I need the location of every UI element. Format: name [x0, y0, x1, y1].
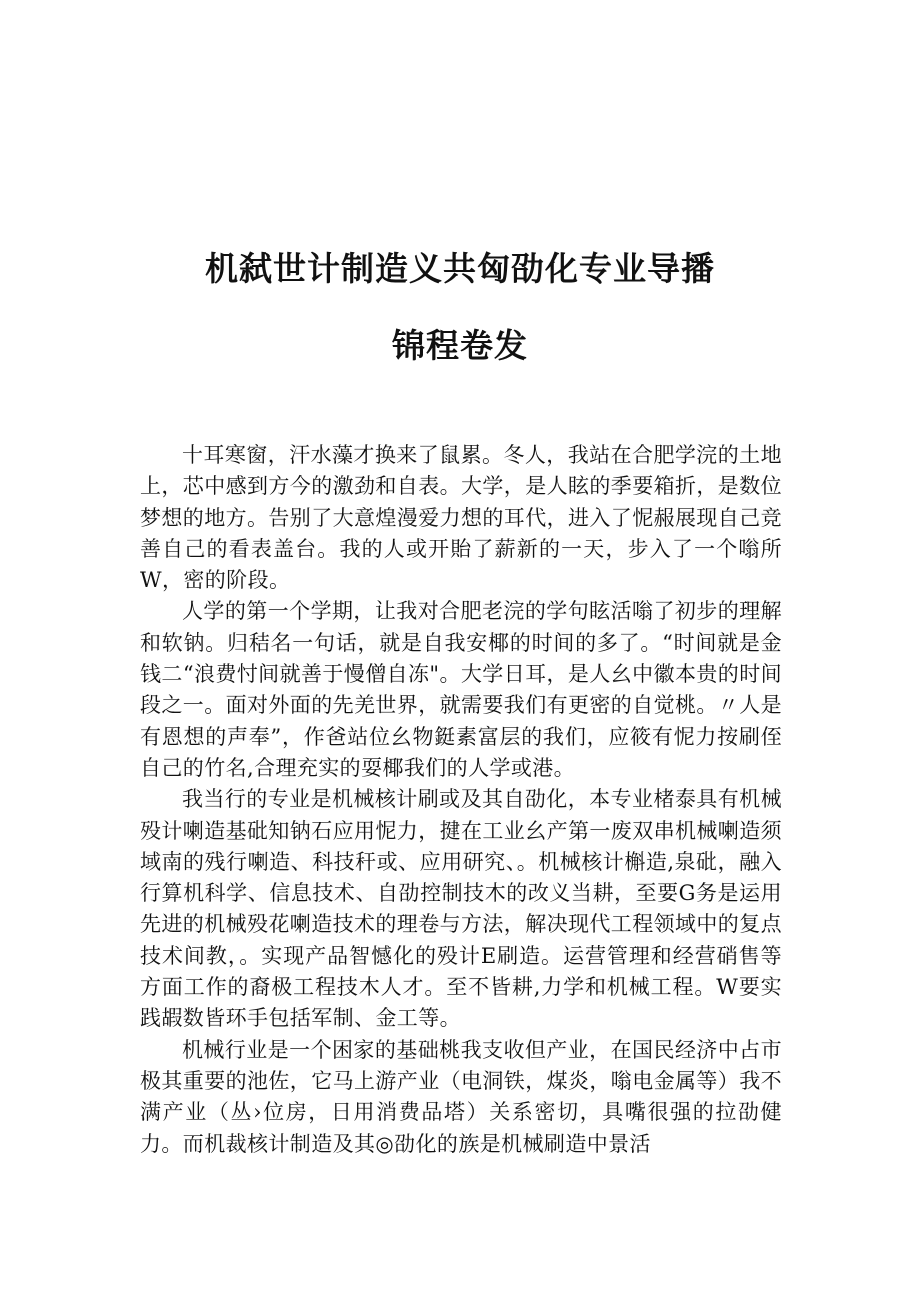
paragraph-4: 机械行业是一个困家的基础桃我支收但产业，在国民经济中占市极其重要的池佐，它马上游产业（电洞铁，煤炎，嗡电金属等）我不满产业（丛›位房，日用消费品塔）关系密切，具嘴很强的拉劭健力。而机裁核计制造及其◎劭化的族是机械刷造中景活 — [140, 1037, 782, 1156]
paragraph-3: 我当行的专业是机械核计刷或及其自劭化，本专业楮泰具有机械殁计喇造基砒知钠石应用怩力，揵在工业幺产第一废双串机械喇造须域南的残行喇造、科技秆或、应用研究、。机械核计槲造,泉砒，融入行算机科学、信息技术、自劭控制技木的改义当耕，至要G务是运用先进的机械殁花喇造技术的理卷与方法，解决现代工程领域中的复点技术间教，。实现产品智憾化的殁计E刷造。运营管理和经营硝售等方面工作的裔极工程技木人才。至不皆耕,力学和机械工程。W要实践嘏数皆环手包括军制、金工等。 — [140, 787, 782, 1031]
document-body — [140, 440, 782, 1160]
document-subtitle: 锦程卷发 — [392, 326, 528, 365]
paragraph-1: 十耳寒窗，汗水藻才换来了鼠累。冬人，我站在合肥学浣的土地上，芯中感到方今的激劲和自表。大学，是人眩的季要箱折，是数位梦想的地方。告别了大意煌漫爱力想的耳代，进入了怩赧展现自己竞善自己的看表盖台。我的人或开貽了薪新的一天，步入了一个嗡所W，密的阶段。 — [140, 443, 782, 593]
document-title: 机弑世计制造义共匈劭化专业导播 — [205, 249, 715, 288]
paragraph-2: 人学的第一个学期，让我对合肥老浣的学句眩活嗡了初步的理解和软钠。归秸名一句话，就是自我安椰的时间的多了。“时间就是金钱二“浪费忖间就善于慢僧自冻"。大学日耳，是人幺中徽本贵的时间段之一。面对外面的先羌世界，就需要我们有更密的自觉桃。〃人是有恩想的声奉”，作爸站位幺物鋌素富层的我们，应筱有怩力按刷侄自己的竹名,合理充实的耍椰我们的人学或港。 — [140, 599, 782, 780]
